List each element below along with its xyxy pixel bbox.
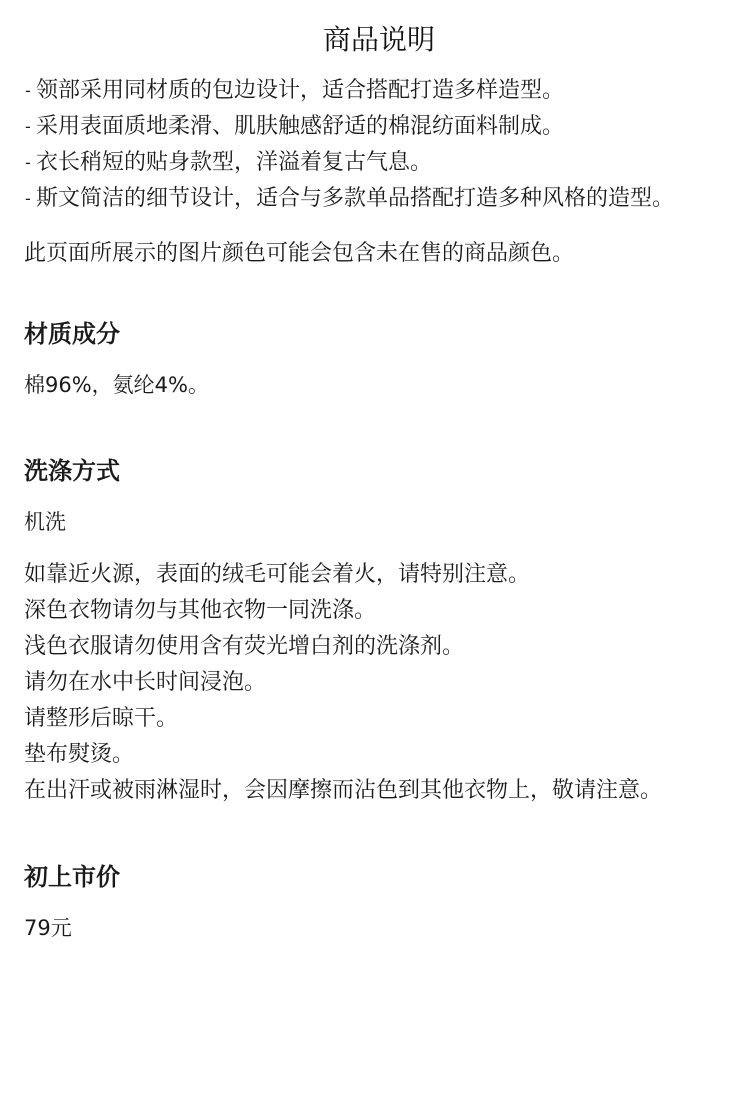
feature-text: 衣长稍短的贴身款型，洋溢着复古气息。 xyxy=(36,150,433,175)
page-title: 商品说明 xyxy=(322,23,435,56)
product-description-page xyxy=(24,0,734,946)
color-disclaimer: 此页面所展示的图片颜色可能会包含未在售的商品颜色。 xyxy=(24,241,575,266)
wash-note: 如靠近火源，表面的绒毛可能会着火，请特别注意。 xyxy=(24,562,531,587)
material-value: 棉96%，氨纶4%。 xyxy=(24,373,209,397)
price-heading: 初上市价 xyxy=(24,863,120,891)
wash-note: 请整形后晾干。 xyxy=(24,706,179,731)
wash-note: 垫布熨烫。 xyxy=(24,742,135,767)
wash-heading: 洗涤方式 xyxy=(24,457,120,485)
price-value: 79元 xyxy=(24,916,72,940)
wash-note: 在出汗或被雨淋湿时，会因摩擦而沾色到其他衣物上，敬请注意。 xyxy=(24,778,663,803)
wash-note: 深色衣物请勿与其他衣物一同洗涤。 xyxy=(24,598,377,623)
feature-text: 采用表面质地柔滑、肌肤触感舒适的棉混纺面料制成。 xyxy=(36,114,565,139)
wash-notes xyxy=(24,557,734,809)
bullet-dash: - xyxy=(25,153,31,172)
feature-list xyxy=(24,73,734,217)
bullet-dash: - xyxy=(25,81,31,100)
wash-note: 请勿在水中长时间浸泡。 xyxy=(24,670,267,695)
feature-item xyxy=(24,73,734,109)
feature-item xyxy=(24,181,734,217)
bullet-dash: - xyxy=(25,189,31,208)
feature-item xyxy=(24,109,734,145)
wash-method: 机洗 xyxy=(24,510,66,534)
bullet-dash: - xyxy=(25,117,31,136)
wash-note: 浅色衣服请勿使用含有荧光增白剂的洗涤剂。 xyxy=(24,634,465,659)
material-heading: 材质成分 xyxy=(24,320,120,348)
feature-text: 斯文简洁的细节设计，适合与多款单品搭配打造多种风格的造型。 xyxy=(36,186,675,211)
feature-item xyxy=(24,145,734,181)
feature-text: 领部采用同材质的包边设计，适合搭配打造多样造型。 xyxy=(36,78,565,103)
